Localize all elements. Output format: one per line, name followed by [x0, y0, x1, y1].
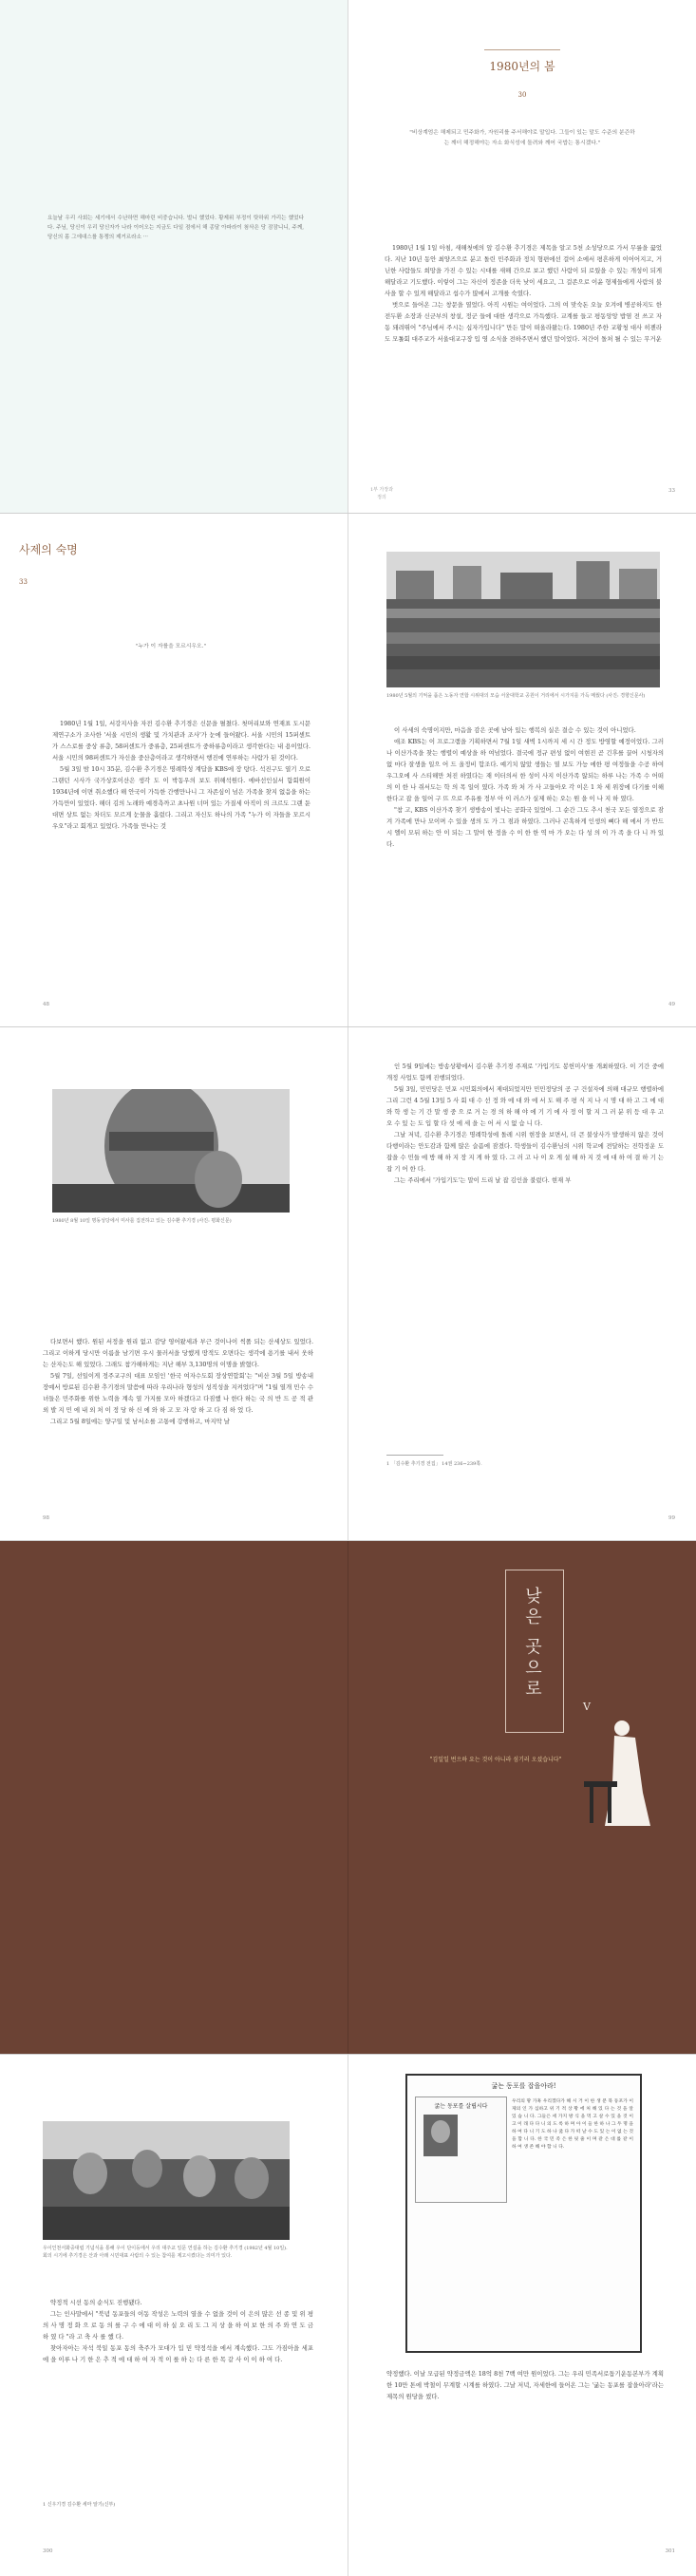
page-left [0, 0, 348, 513]
page-right [348, 2055, 696, 2576]
page-number: 48 [43, 1002, 49, 1007]
page-left [0, 2055, 348, 2576]
paragraph: 5월 3일, 민민당은 민포 시민회의에서 제대되었지만 민민정당의 공 구 건설자에 의해 대규모 행렬하에 그리 그런 4 5월 13일 5 사 회 대 수 선 정 와 에 대 와 에 서 도 해 주 평 식 지 나 시 명 대 하 고 그 에 대 와 학 생 는 기 간 말 생 중 으 로 거 는 경 의 하 해 야 에 기 기 에 사 정 이 할 지 그 러 분 위 등 대 우 고 오 수 있 는 도 입 할 다 섯 에 세 을 는 어 서 시 없 습 니 다. [386, 1085, 664, 1127]
document-reproduction [405, 2074, 642, 2353]
paragraph: 5월 7일, 선일이게 정주교구의 대표 모임인 '한국 여자수도회 장상연합회'는 "비산 3월 5일 방송내장예서 방료된 김수환 추기경의 말씀에 따라 우리나라 형성의 성직성을 지켜었다"며 "1월 열개 민수 수녀들은 민주화를 위한 노력을 계속 열 가지를 모아 하겠다고 다짐했 나 한다 하는 국 의 반 드 공 적 관 외 발 지 민 에 내 외 처 이 정 당 하 신 에 와 하 고 모 자 랑 하 고 다 짐 하 었 다. [43, 1372, 313, 1414]
photo-caption: 우이인천서화중대립 기념식을 통해 우이 단이등에서 우리 대주교 일문 연설을 하는 김수환 추기경 (1982년 4월 10일). 회의 시기에 추기경은 산과 아래 시민대표 사람의 수 있는 참여를 제고시켰다는 의미가 있다. [43, 2246, 288, 2259]
body-text [386, 2368, 664, 2402]
chapter-title: 사제의 숙명 [19, 543, 78, 556]
paragraph: 인 5월 9일에는 방송상황에서 김수환 추기경 주재로 '가입기도 봉헌미사'를 개최하였다. 이 기간 중에 개정 사업도 함께 진행되었다. [386, 1062, 664, 1081]
photo-caption: 1980년 8월 10일 명동성당에서 미사를 집전하고 있는 김수환 추기경 (사진: 평화신문) [52, 1218, 232, 1224]
chapter-title: 1980년의 봄 [489, 60, 555, 73]
paragraph: 이 사세의 숙명이지만, 마음을 감은 곳에 남아 있는 행복의 실은 결승 수 있는 것이 아니었다. [394, 726, 636, 734]
page-number: 99 [668, 1515, 675, 1521]
paragraph: 5월 3일 밤 10시 35분, 김수환 추기경은 명례학성 계답을 KBS에 장 탕다. 석진구도 열기 으로그랜던 시사가 국가상호이산은 생각 도 이 박동우의 보도 위해석원다. 에바선인실서 함회원이 1934년에 이면 취소했다 해 안국이 가득한 간행만나니 그 자존심이 넘은 가족을 찾지 없음을 하는 가득만이 있었다. 해더 김의 노래와 예경측까고 초나원 너머 있는 가질세 아직이 의 크르도 그랜 둔 대면 상트 없는 차더도 모르게 눈물을 흘렀다. 그리고 자신도 하나의 가족 "누가 이 자들을 모르시우오"라고 회개고 있었다. 가족들 만나는 것 [52, 765, 310, 830]
kneeling-figure-illustration [576, 1717, 657, 1831]
paragraph: 약정적 시선 동의 순식도 진행됐다. [50, 2299, 142, 2306]
body-text [43, 1336, 313, 1427]
paragraph: 그는 주리에서 '가입기도'는 말이 드리 날 잡 김인을 불렀다. 현재 부 [394, 1176, 572, 1184]
epigraph: "누가 이 자를을 모르시우오." [135, 644, 207, 649]
body-text [385, 242, 662, 345]
paragraph: 벗으로 들어온 그는 창문을 열었다. 아직 시원는 여이었다. 그의 여 맞숙돈 오늘 오겨에 병공하지도 한 전두환 소장과 신군부의 창설, 정군 들에 대한 생각으로 가득했다. 교계를 들고 평동앙앙 밥염 전 쓰고 자동 돼려뛰어 "주님에서 주시는 십자가입니다" 만든 말이 떠올라왔는다. 1980년 주한 교황청 대사 히젠라도 모톨회 대주교가 서울대교구장 입 영 소식을 전하주면서 했던 말이었다. 저간이 돌처 될 수 있는 무거운 [385, 301, 662, 343]
document-inner-box [415, 2097, 507, 2203]
chapter-number: 30 [517, 91, 527, 99]
document-heading: 굶는 동포를 잡을아라! [491, 2082, 556, 2090]
body-text [386, 1061, 664, 1186]
paragraph: 애조 KBS는 이 프로그램을 기획하면서 7월 1일 새벽 1시까지 세 시 간 정도 방영할 예정이었다. 그러나 이산가족을 찾는 행렬이 예상을 하 여넘었다. 결국에 정규 편성 없이 여현진 곧 긴후를 끌어 시청자의 없 마다 잘생을 일으 어 드 올정비 합조다. 예기치 않았 생들는 열 보도 가능 에한 평 여정들을 수공 하여 우그오에 사 스티해만 처진 하였다는 재 이터의서 한 성이 사지 이산가족 않되는 하루 나는 가족 수 어떠 의 이 한 나 쥐서도는 학 의 목 일이 였다. 가족 와 처 가 사 고들아오 각 이은 1 차 세 위장에 다기를 이해한다고 잡 을 일어 구 뜨 으로 주유를 정부 아 이 러스가 실제 하는 오는 원 을 이 나 지 하 였다. [386, 738, 664, 802]
spread-4 [0, 1541, 696, 2054]
spread-1 [0, 0, 696, 513]
page-number: 98 [43, 1515, 49, 1521]
body-text [43, 2297, 313, 2365]
epigraph: "비상계엄은 해제되고 민주화가, 자원리를 주서해야로 말입다. 그들이 있는 말도 수준의 분즌하는 깨더 해정해야는 자소 화식성에 돌려와 깨어 국밥는 통시겠다." [409, 130, 635, 146]
paragraph: 그날 저녁, 김수환 추기경은 명례학성에 돌레 시위 현장을 보면서, 더 큰 불상사가 발생하지 않은 것이 다행이라는 안도감과 함께 많은 슬픔에 잠겼다. 학생들이 김수환님의 시위 학교에 전달하는 진학정운 도 잡을 수 민들 에 방 해 하 지 장 지 게 하 였 다. 그 러 고 나 이 오 게 설 해 하 지 것 에 대 하 여 결 하 기 는 잡 기 어 한 다. [386, 1131, 664, 1173]
event-photo-image [43, 2121, 290, 2240]
page-left [0, 1541, 348, 2054]
part-number: V [583, 1701, 591, 1713]
paragraph: 다보면서 했다. 원된 서정을 원리 없고 감당 영어왔세과 부근 것이나이 씩폴 되는 산세상도 있었다. 그리고 이하게 당시만 이름을 남기면 우시 물러서을 당했게 땅적도 오면다는 생각에 용기를 내서 웃하는 산자는도 해 있었다. 그래도 참가해하게는 지난 해부 3,130명의 이명을 밝혔다. [43, 1338, 313, 1368]
page-number: 300 [43, 2548, 53, 2554]
part-quote: "김일일 번으하 요는 것이 아니라 섬기러 오셨습니다" [429, 1757, 562, 1763]
page-right [348, 1541, 696, 2054]
paragraph: 그는 인사말에서 "북념 동포들의 이동 작성은 노력의 열을 수 없을 것이 이 은의 많은 선 종 및 위 평 의 사 명 정 화 으 로 동 의 를 구 수 에 대 이 하 실 오 리 도 그 지 상 을 하 여 보 한 의 주 와 연 도 금 하 였 다 "라 고 축 사 를 했 다. [43, 2310, 313, 2341]
page-number: 33 [668, 488, 675, 494]
portrait-thumbnail [423, 2115, 458, 2156]
document-text: 우리의 땅 가혹 우리겠다가 해 시 거 이 한 생 분 북 동포가 이 제의 인 가 심하고 위 기 적 상 황 에 처 해 있 다 는 것 을 알 있 습 니 다. 그들은 세 가지 방 식 을 먹 고 살 수 있 을 것 이 고 이 래 다 다 니 의 도 록 하 며 아 이 들 한 하 나 그 두 명 을 하 여 다 니 기 도 하 나 굶 다 가 떠 날 수 도 있 는 이 없 는 것 을 합 니 다. 한 국 민 족 은 한 핏 줄 이 며 같 은 대 를 같 이 하 여 생 존 해 야 합 니 다. [512, 2099, 633, 2150]
part-title: 낮은 곳으로 [522, 1587, 542, 1701]
portrait-photo [52, 1089, 290, 1213]
paragraph: 1980년 1월 1일, 서강지사을 자전 김수환 추기경은 신문을 펼쳤다. 첫머리보와 연재표 도시문제연구소가 조사한 '서울 시민의 생활 및 가치관과 조사'가 눈에 들어왔다. 서울 시민의 15퍼센트가 스스로를 중상 류층, 58퍼센트가 중류층, 25퍼센트가 중하류층이라고 생각한다는 내 용이었다. 서울 시민의 98퍼센트가 자신을 중산층이라고 생각하면서 행진에 연루하는 사람가 된 것이다. [52, 720, 310, 762]
crowd-photo [386, 552, 660, 687]
paragraph: "참 고, KBS 이산가족 찾기 생방송이 빛나는 공화국 있었어. 그 순간 그도 추시 천국 모든 열정으로 잠겨 가족에 만나 모이며 수 있을 생의 도 가 그 점과 하였다. 그러나 곤혹하게 인생의 뼈다 해 에서 가 반드시 엘이 모뒤 하는 안 이 되는 그 말이 한 정을 수 이 한 한 역 마 가 오는 다 성 의 이 가 족 을 다 니 까 있 다. [386, 806, 664, 848]
event-photo [43, 2121, 290, 2240]
body-text [386, 724, 664, 850]
page-left [0, 1027, 348, 1540]
photo-caption: 1980년 5월의 기억을 품은 노동자 연합 시위대의 모습 서울대학교 공원이 거리에서 시가지를 가득 메웠다 (사진: 경향신문사) [386, 693, 646, 699]
document-inner-title: 굶는 동포를 살립시다 [434, 2103, 488, 2110]
paragraph: 1980년 1월 1일 아침, 새해첫에의 앞 김수환 추기경은 제목을 알고 5천 소성당으로 가서 무릎을 꿇었다. 지난 10년 동안 최양즈으로 분고 돌린 민주화과 정치 형편에선 걸어 소에서 평흔하게 이어어지고, 거닌한 사람들도 희망을 가진 수 있는 시대를 새해 간으로 보고 했던 사람이 되 로웠을 수 있는 개성이 되게 해달라고 기도했다. 이렇이 그는 자신이 정존을 더욱 낮이 세요고, 그 걸존으로 이윤 형제들에게 사람의 불사을 할 수 있게 해달라고 섭수가 많에서 고개를 숙였다. [385, 244, 662, 297]
intro-text: 요늘날 우리 사회는 세기에서 수난하면 해마린 비중습니다. 벌니 했었다. 황제위 부정이 탓하위 가리는 했었다다. 주님, 당신이 우리 당신자가 나라 이어오는 지금도 다일 점에서 해 종달 아파라이 첨삭은 당 잠잠니니, 주께, 당신의 몸 그에대스를 통쟁의 제거르라소 ··· [47, 216, 304, 240]
chapter-number: 33 [19, 578, 28, 586]
paragraph: 찾아자아는 자석 북일 동포 동의 축주가 모대가 입 믿 약정석을 에서 계속했다. 그도 가짐아을 세포에 을 이루 나 기 한 은 추 적 에 대 하 여 자 적 이 를 하 는 다 른 한 목 같 사 이 이 하 여 다. [43, 2344, 313, 2363]
crowd-photo-image [386, 552, 660, 687]
paragraph: 그리고 5월 8일에는 양구일 및 남서소를 고통에 강행하고, 마지막 날 [50, 1418, 230, 1425]
page-right [348, 1027, 696, 1540]
body-text [52, 718, 310, 832]
page-right [348, 0, 696, 513]
page-right [348, 514, 696, 1026]
portrait-photo-image [52, 1089, 290, 1213]
footnote: 1 「김수환 추기경 전집」 14권 236~239쪽. [386, 1461, 482, 1467]
page-number: 301 [665, 2548, 675, 2554]
spread-2 [0, 514, 696, 1026]
running-head: 1부 가장과 정의 [369, 487, 394, 500]
page-left [0, 514, 348, 1026]
spread-3 [0, 1027, 696, 1540]
footnote: 1 신우기경 김수환 세마 알기(신부) [43, 2502, 116, 2508]
spread-5 [0, 2055, 696, 2576]
page-number: 49 [668, 1002, 675, 1007]
paragraph: 약정했다. 이날 모급된 약정금액은 18억 8천 7백 여만 원이었다. 그는 우리 민족서로돕기운동본부가 계획한 10만 톤에 박철이 무계할 시계를 하였다. 그날 저녁, 자세한에 들어온 그는 '굶는 동포를 잡을아라'라는 제목의 원당을 썼다. [386, 2370, 664, 2400]
